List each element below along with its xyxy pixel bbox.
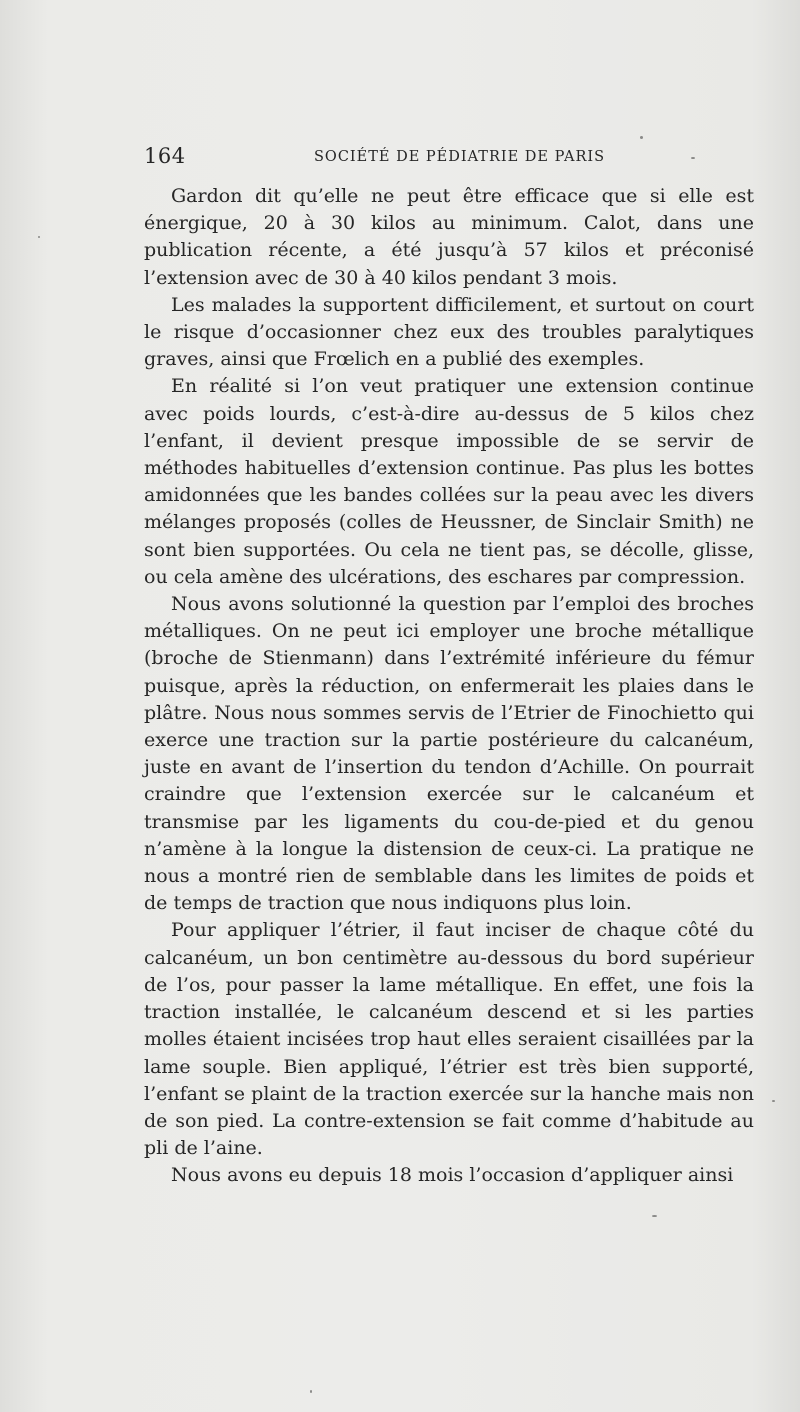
scan-speck — [38, 236, 40, 238]
scan-speck — [310, 1390, 312, 1393]
paragraph-6: Nous avons eu depuis 18 mois l’occasion d’appliquer ainsi — [171, 1164, 734, 1187]
paragraph-5: Pour appliquer l’étrier, il faut inciser de chaque côté du calcanéum, un bon centimètre au-dessous du bord supérieur de l’os, pour passer la lame métallique. En effet, une fois la traction installée, le calcanéum descend et si les parties molles étaient incisées trop haut elles seraient cisaillées par la lame souple. Bien appliqué, l’étrier est très bien supporté, l’enfant se plaint de la traction exercée sur la hanche mais non de son pied. La contre-extension se fait comme d’habitude au pli de l’aine. — [144, 919, 754, 1160]
paragraph-2: Les malades la supportent difficilement, et surtout on court le risque d’occasionner chez eux des troubles paralytiques graves, ainsi que Frœlich en a publié des exemples. — [144, 293, 754, 371]
scan-speck — [772, 1100, 775, 1102]
running-title: SOCIÉTÉ DE PÉDIATRIE DE PARIS — [314, 149, 606, 165]
scan-speck — [691, 157, 695, 159]
page-header — [144, 144, 754, 172]
scan-speck — [652, 1215, 657, 1217]
paragraph-1: Gardon dit qu’elle ne peut être efficace que si elle est énergique, 20 à 30 kilos au minimum. Calot, dans une publication récente, a été jusqu’à 57 kilos et préconisé l’extension avec de 30 à 40 kilos pendant 3 mois. — [144, 185, 754, 289]
paragraph-4: Nous avons solutionné la question par l’emploi des broches métalliques. On ne peut ici employer une broche métallique (broche de Stienmann) dans l’extrémité inférieure du fémur puisque, après la réduction, on enfermerait les plaies dans le plâtre. Nous nous sommes servis de l’Etrier de Finochietto qui exerce une traction sur la partie postérieure du calcanéum, juste en avant de l’insertion du tendon d’Achille. On pourrait craindre que l’extension exercée sur le calcanéum et transmise par les ligaments du cou-de-pied et du genou n’amène à la longue la distension de ceux-ci. La pratique ne nous a montré rien de semblable dans les limites de poids et de temps de traction que nous indiquons plus loin. — [144, 593, 754, 915]
page-number: 164 — [144, 144, 186, 168]
scan-speck — [640, 136, 643, 139]
body-text — [144, 183, 754, 1190]
paragraph-3: En réalité si l’on veut pratiquer une extension continue avec poids lourds, c’est-à-dire au-dessus de 5 kilos chez l’enfant, il devient presque impossible de se servir de méthodes habituelles d’extension continue. Pas plus les bottes amidonnées que les bandes collées sur la peau avec les divers mélanges proposés (colles de Heussner, de Sinclair Smith) ne sont bien supportées. Ou cela ne tient pas, se décolle, glisse, ou cela amène des ulcérations, des eschares par compression. — [144, 375, 754, 588]
